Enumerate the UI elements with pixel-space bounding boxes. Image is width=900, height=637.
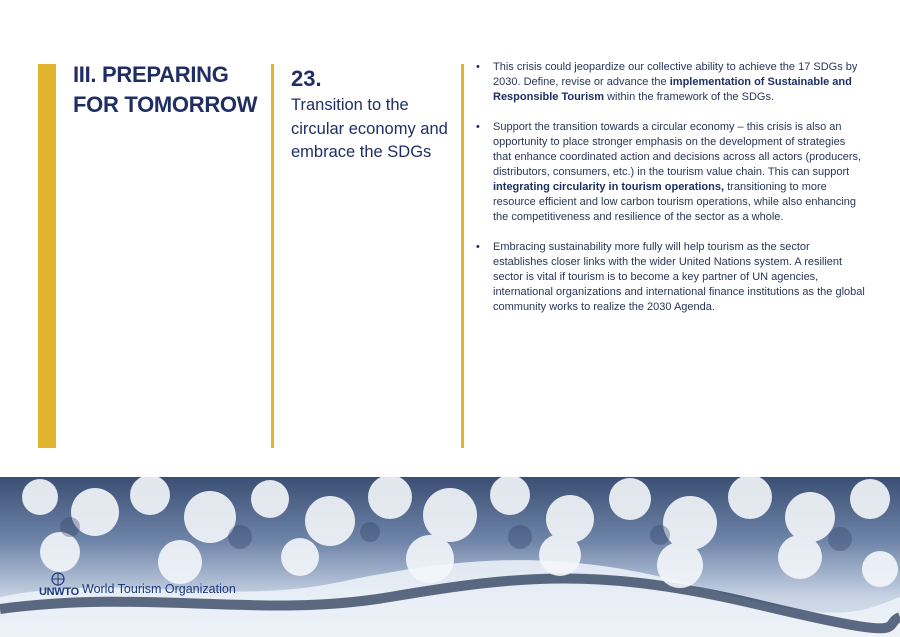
bullet-icon: • <box>476 121 480 133</box>
bullet-bold-text: integrating circularity in tourism operations, <box>493 181 725 193</box>
bullet-item <box>476 60 866 105</box>
unwto-logo <box>39 572 79 602</box>
bullet-text: This crisis could jeopardize our collective ability to achieve the 17 SDGs by 2030. Define, revise or advance the <box>493 61 858 88</box>
logo-text: UNWTO <box>39 586 79 598</box>
bullet-list <box>476 60 866 330</box>
bullet-item <box>476 240 866 315</box>
item-number: 23. <box>291 66 322 91</box>
column-divider <box>461 64 464 448</box>
bullet-icon: • <box>476 61 480 73</box>
column-divider <box>271 64 274 448</box>
bullet-text: Support the transition towards a circular economy – this crisis is also an opportunity to place stronger emphasis on the development of strategies that enhance coordinated action and decisions across all actors (producers, distributors, consumers, etc.) in the tourism value chain. This can support <box>493 121 862 178</box>
globe-icon <box>43 572 73 586</box>
snowy-forest-photo <box>0 477 900 637</box>
section-title-line2: FOR TOMORROW <box>73 92 258 117</box>
bullet-text: within the framework of the SDGs. <box>604 91 774 103</box>
section-title <box>73 60 263 120</box>
item-title: Transition to the circular economy and embrace the SDGs <box>291 96 448 161</box>
section-title-line1: III. PREPARING <box>73 62 229 87</box>
bullet-text: transitioning to more resource efficient and low carbon tourism operations, while also enhancing the competitiveness and resilience of the sector as a whole. <box>493 181 857 223</box>
bullet-item <box>476 120 866 225</box>
accent-bar <box>38 64 56 448</box>
organization-name: World Tourism Organization <box>82 582 236 596</box>
bullet-text: Embracing sustainability more fully will help tourism as the sector establishes closer links with the wider United Nations system. A resilient sector is vital if tourism is to become a key partner of UN agencies, international organizations and international finance institutions as the global community works to realize the 2030 Agenda. <box>493 241 865 313</box>
bullet-bold-text: implementation of Sustainable and Responsible Tourism <box>493 76 852 103</box>
bullet-icon: • <box>476 241 480 253</box>
